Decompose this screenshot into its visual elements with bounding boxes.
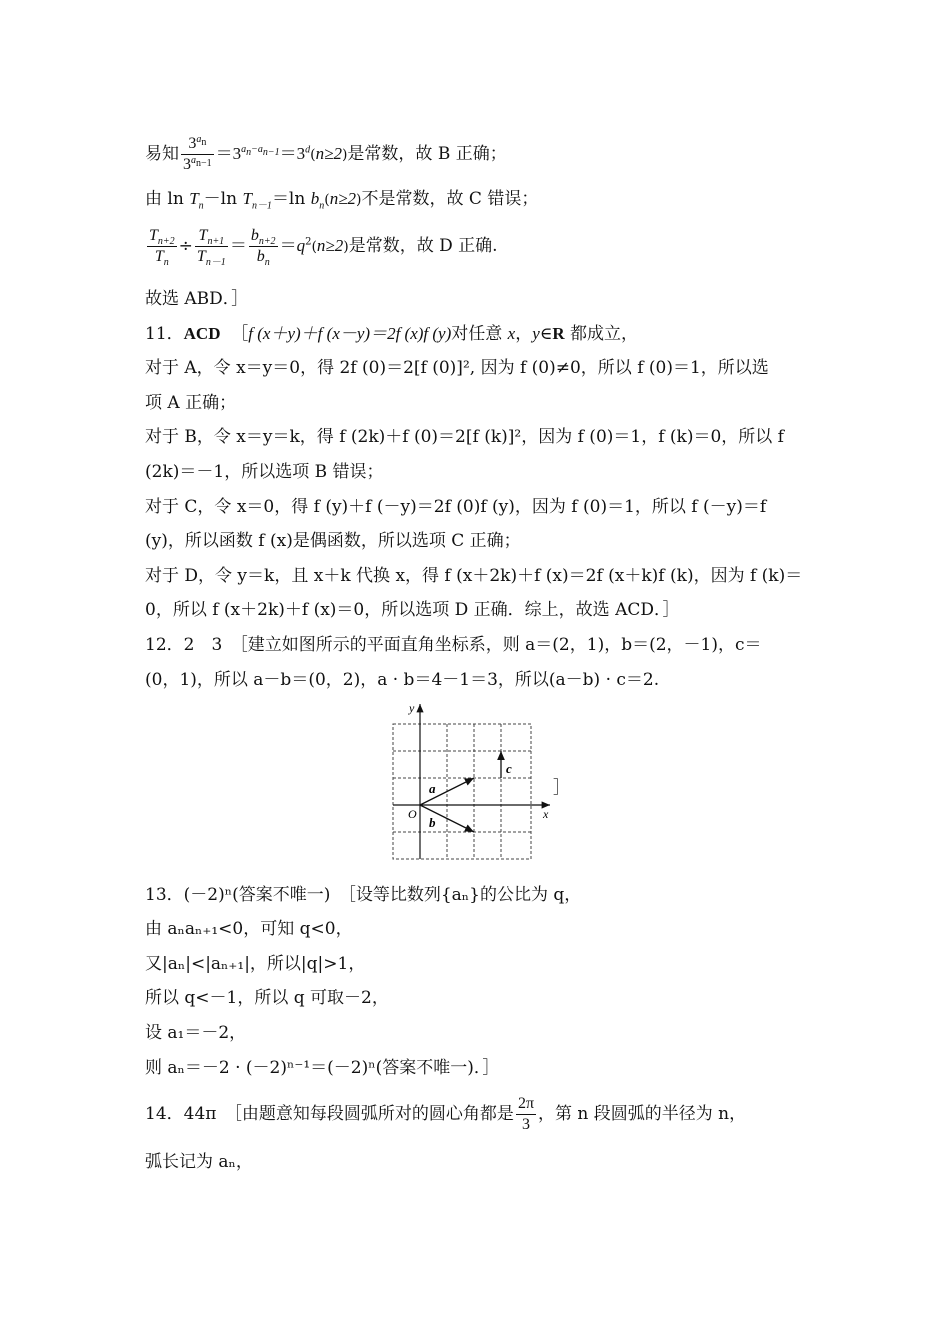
line-11: (y)，所以函数 f (x)是偶函数，所以选项 C 正确； xyxy=(145,531,521,551)
text: 易知 xyxy=(145,144,179,164)
numerator: 2π xyxy=(516,1094,536,1115)
line-1: 易知 $\frac{3^{a_n}}{3^{a_{n-1}}}$ $=3^{a_n-a_{n-1}}=3^d(n\ge 2)$是常数，故 B 正确； xyxy=(145,133,507,173)
text: ， xyxy=(515,324,533,344)
fraction xyxy=(195,226,228,267)
text: 由 ln xyxy=(145,189,190,209)
line-20: 设 a₁＝－2， xyxy=(145,1023,247,1043)
fraction xyxy=(249,226,278,267)
grid xyxy=(393,724,531,859)
fraction xyxy=(181,134,214,175)
sub: n+2 xyxy=(157,236,175,248)
den: T xyxy=(154,248,164,265)
denominator: 3 xyxy=(183,156,191,173)
text: ［ xyxy=(231,324,249,344)
var: b xyxy=(310,189,320,208)
text: －ln xyxy=(203,189,243,209)
set-R: R xyxy=(552,324,565,343)
fraction xyxy=(516,1094,536,1135)
y-label: y xyxy=(409,701,415,715)
answer: ACD xyxy=(183,324,221,343)
text: 对任意 xyxy=(451,324,508,344)
vec-c-label: c xyxy=(506,761,512,776)
vec-a-label: a xyxy=(429,781,436,796)
sup: a xyxy=(191,154,196,166)
den: b xyxy=(256,248,265,265)
sub: n xyxy=(264,257,270,269)
text: 14．44π ［由题意知每段圆弧所对的圆心角都是 xyxy=(145,1104,514,1124)
line-10: 对于 C，令 x＝0，得 f (y)＋f (－y)＝2f (0)f (y)，因为 f (0)＝1，所以 f (－y)＝f xyxy=(145,497,767,517)
numerator: 3 xyxy=(188,135,197,152)
line-2: 由 $\ln T_n-\ln$ $T_{n-1}=\ln$ $b_n(n\ge 2)$不是常数，故 C 错误； xyxy=(145,189,539,212)
condition: n≥2 xyxy=(329,189,357,208)
text: ∈ xyxy=(539,324,553,344)
line-14: 12．2 3 ［建立如图所示的平面直角坐标系，则 a＝(2，1)，b＝(2，－1)，c＝ xyxy=(145,635,762,655)
line-22 xyxy=(145,1094,746,1135)
denominator: 3 xyxy=(521,1116,530,1133)
var: T xyxy=(189,189,199,208)
sub: n−1 xyxy=(196,157,212,169)
num: T xyxy=(149,227,158,244)
figure-close-bracket: ］ xyxy=(553,778,570,798)
den: T xyxy=(196,248,206,265)
text: 是常数，故 B 正确； xyxy=(347,144,507,164)
question-number: 11． xyxy=(145,324,184,344)
line-5 xyxy=(145,322,638,346)
line-17: 由 aₙaₙ₊₁<0，可知 q<0， xyxy=(145,919,353,939)
exp: −a xyxy=(251,144,263,156)
sub: n+1 xyxy=(207,236,225,248)
sub: n－1 xyxy=(251,200,272,212)
num: b xyxy=(250,227,259,244)
line-7: 项 A 正确； xyxy=(145,393,237,413)
line-21: 则 aₙ＝－2 · (－2)ⁿ⁻¹＝(－2)ⁿ(答案不唯一)．］ xyxy=(145,1058,500,1078)
line-9: (2k)＝－1，所以选项 B 错误； xyxy=(145,462,384,482)
line-23: 弧长记为 aₙ， xyxy=(145,1152,253,1172)
sub: n xyxy=(201,136,207,148)
sub: n xyxy=(163,257,169,269)
fraction xyxy=(147,226,177,267)
line-6: 对于 A，令 x＝y＝0，得 2f (0)＝2[f (0)]², 因为 f (0)≠0，所以 f (0)＝1，所以选 xyxy=(145,358,769,378)
line-15: (0，1)，所以 a－b＝(0，2)，a · b＝4－1＝3，所以(a－b) · c＝2. xyxy=(145,670,660,690)
vector-figure xyxy=(388,700,573,865)
sub: n－1 xyxy=(205,257,226,269)
line-18: 又|aₙ|<|aₙ₊₁|，所以|q|>1， xyxy=(145,954,366,974)
exp: d xyxy=(305,144,311,156)
sub: n xyxy=(198,200,204,212)
eq: ＝ xyxy=(229,236,247,256)
div: ÷ xyxy=(178,236,193,256)
equation: f (x＋y)＋f (x－y)＝2f (x)f (y) xyxy=(248,324,452,343)
origin-label: O xyxy=(408,807,417,821)
sub: n−1 xyxy=(262,147,280,159)
text: 不是常数，故 C 错误； xyxy=(361,189,539,209)
sup: 2 xyxy=(305,236,312,248)
text: ＝ln xyxy=(271,189,311,209)
line-3: $\frac{T_{n+2}}{T_n}$ ÷ $\frac{T_{n+1}}{T_{n-1}}$ ＝ $\frac{b_{n+2}}{b_n}$ $=q^2(n\ge 2)$是常数，故 D 正确. xyxy=(149,227,498,269)
var: T xyxy=(242,189,252,208)
line-19: 所以 q<－1，所以 q 可取－2， xyxy=(145,988,389,1008)
vec-b-label: b xyxy=(429,815,436,830)
var: q xyxy=(296,236,306,255)
eq: ＝3 xyxy=(279,144,306,163)
eq: ＝ xyxy=(279,236,297,256)
text: 是常数，故 D 正确. xyxy=(348,236,498,256)
line-12: 对于 D，令 y＝k，且 x＋k 代换 x，得 f (x＋2k)＋f (x)＝2f (x＋k)f (k)，因为 f (k)＝ xyxy=(145,566,803,586)
condition: n≥2 xyxy=(316,236,344,255)
sup: a xyxy=(196,133,202,145)
line-4: 故选 ABD．］ xyxy=(145,289,249,309)
condition: n≥2 xyxy=(315,144,342,163)
eq: ＝3 xyxy=(215,144,242,163)
x-label: x xyxy=(543,807,549,821)
line-13: 0，所以 f (x＋2k)＋f (x)＝0，所以选项 D 正确．综上，故选 ACD．］ xyxy=(145,600,680,620)
text: 都成立， xyxy=(564,324,639,344)
var: x xyxy=(507,324,516,343)
line-8: 对于 B，令 x＝y＝k，得 f (2k)＋f (0)＝2[f (k)]²，因为 f (0)＝1，f (k)＝0，所以 f xyxy=(145,427,784,447)
line-16: 13．(－2)ⁿ(答案不唯一) ［设等比数列{aₙ}的公比为 q， xyxy=(145,885,582,905)
num: T xyxy=(198,227,208,244)
var: y xyxy=(532,324,540,343)
sub: n+2 xyxy=(258,236,276,248)
sub: n xyxy=(319,200,325,212)
text: ，第 n 段圆弧的半径为 n， xyxy=(538,1104,747,1124)
sub: n xyxy=(246,147,252,159)
exp: a xyxy=(241,144,247,156)
